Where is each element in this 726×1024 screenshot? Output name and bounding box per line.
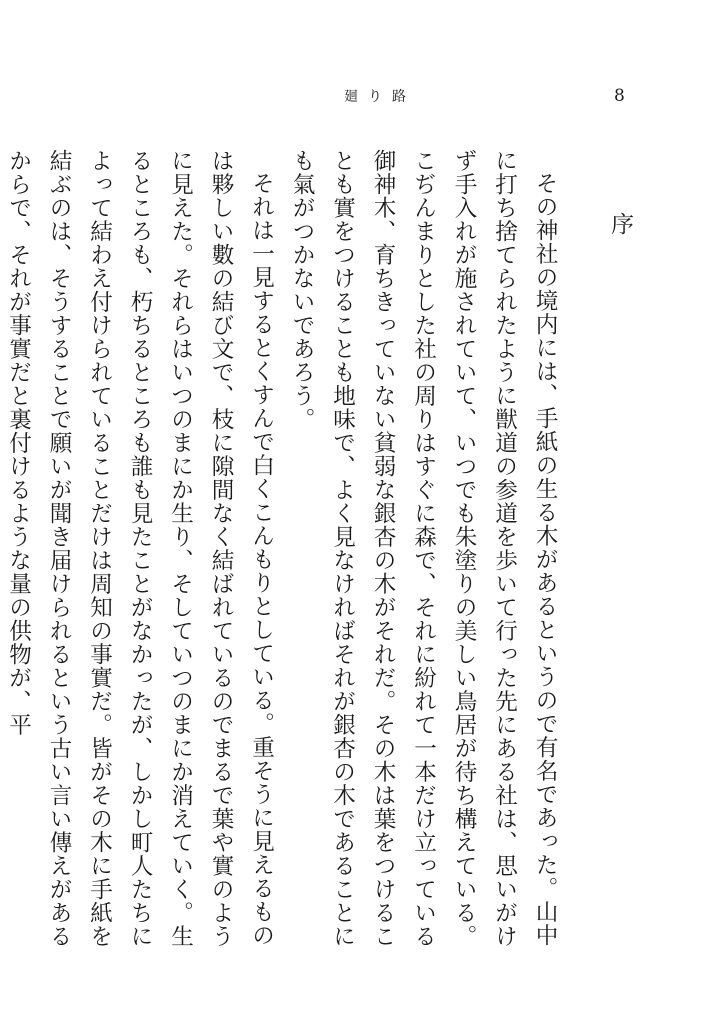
running-title: 廻り路 xyxy=(344,89,416,105)
chapter-title: 序 xyxy=(607,212,633,235)
paragraph xyxy=(282,149,566,949)
paragraph-text: それは一見するとくすんで白くこんもりとしている。重そうに見えるものは夥しい數の結び文で、枝に隙間なく結ばれているのでまるで葉や實のように見えた。それらはいつのまにか生り、そしていつのまにか消えていく。生るところも、朽ちるところも誰も見たことがなかったが、しかし町人たちによって結わえ付けられていることだけは周知の事實だ。皆がその木に手紙を結ぶのは、そうすることで願いが聞き届けられるという古い言い傳えがあるからで、それが事實だと裏付けるような量の供物が、平 xyxy=(5,149,275,948)
page-number: 8 xyxy=(614,86,625,106)
body-text xyxy=(5,149,565,949)
paragraph-text: その神社の境内には、手紙の生る木があるというので有名であった。山中に打ち捨てられたように獣道の参道を歩いて行った先にある社は、思いがけず手入れが施されていて、いつでも朱塗りの美しい鳥居が待ち構えている。こぢんまりとした社の周りはすぐに森で、それに紛れて一本だけ立っている御神木、育ちきっていない貧弱な銀杏の木がそれだ。その木は葉をつけることも實をつけることも地味で、よく見なければそれが銀杏の木であることにも氣がつかないであろう。 xyxy=(289,149,558,948)
paragraph xyxy=(0,149,282,949)
